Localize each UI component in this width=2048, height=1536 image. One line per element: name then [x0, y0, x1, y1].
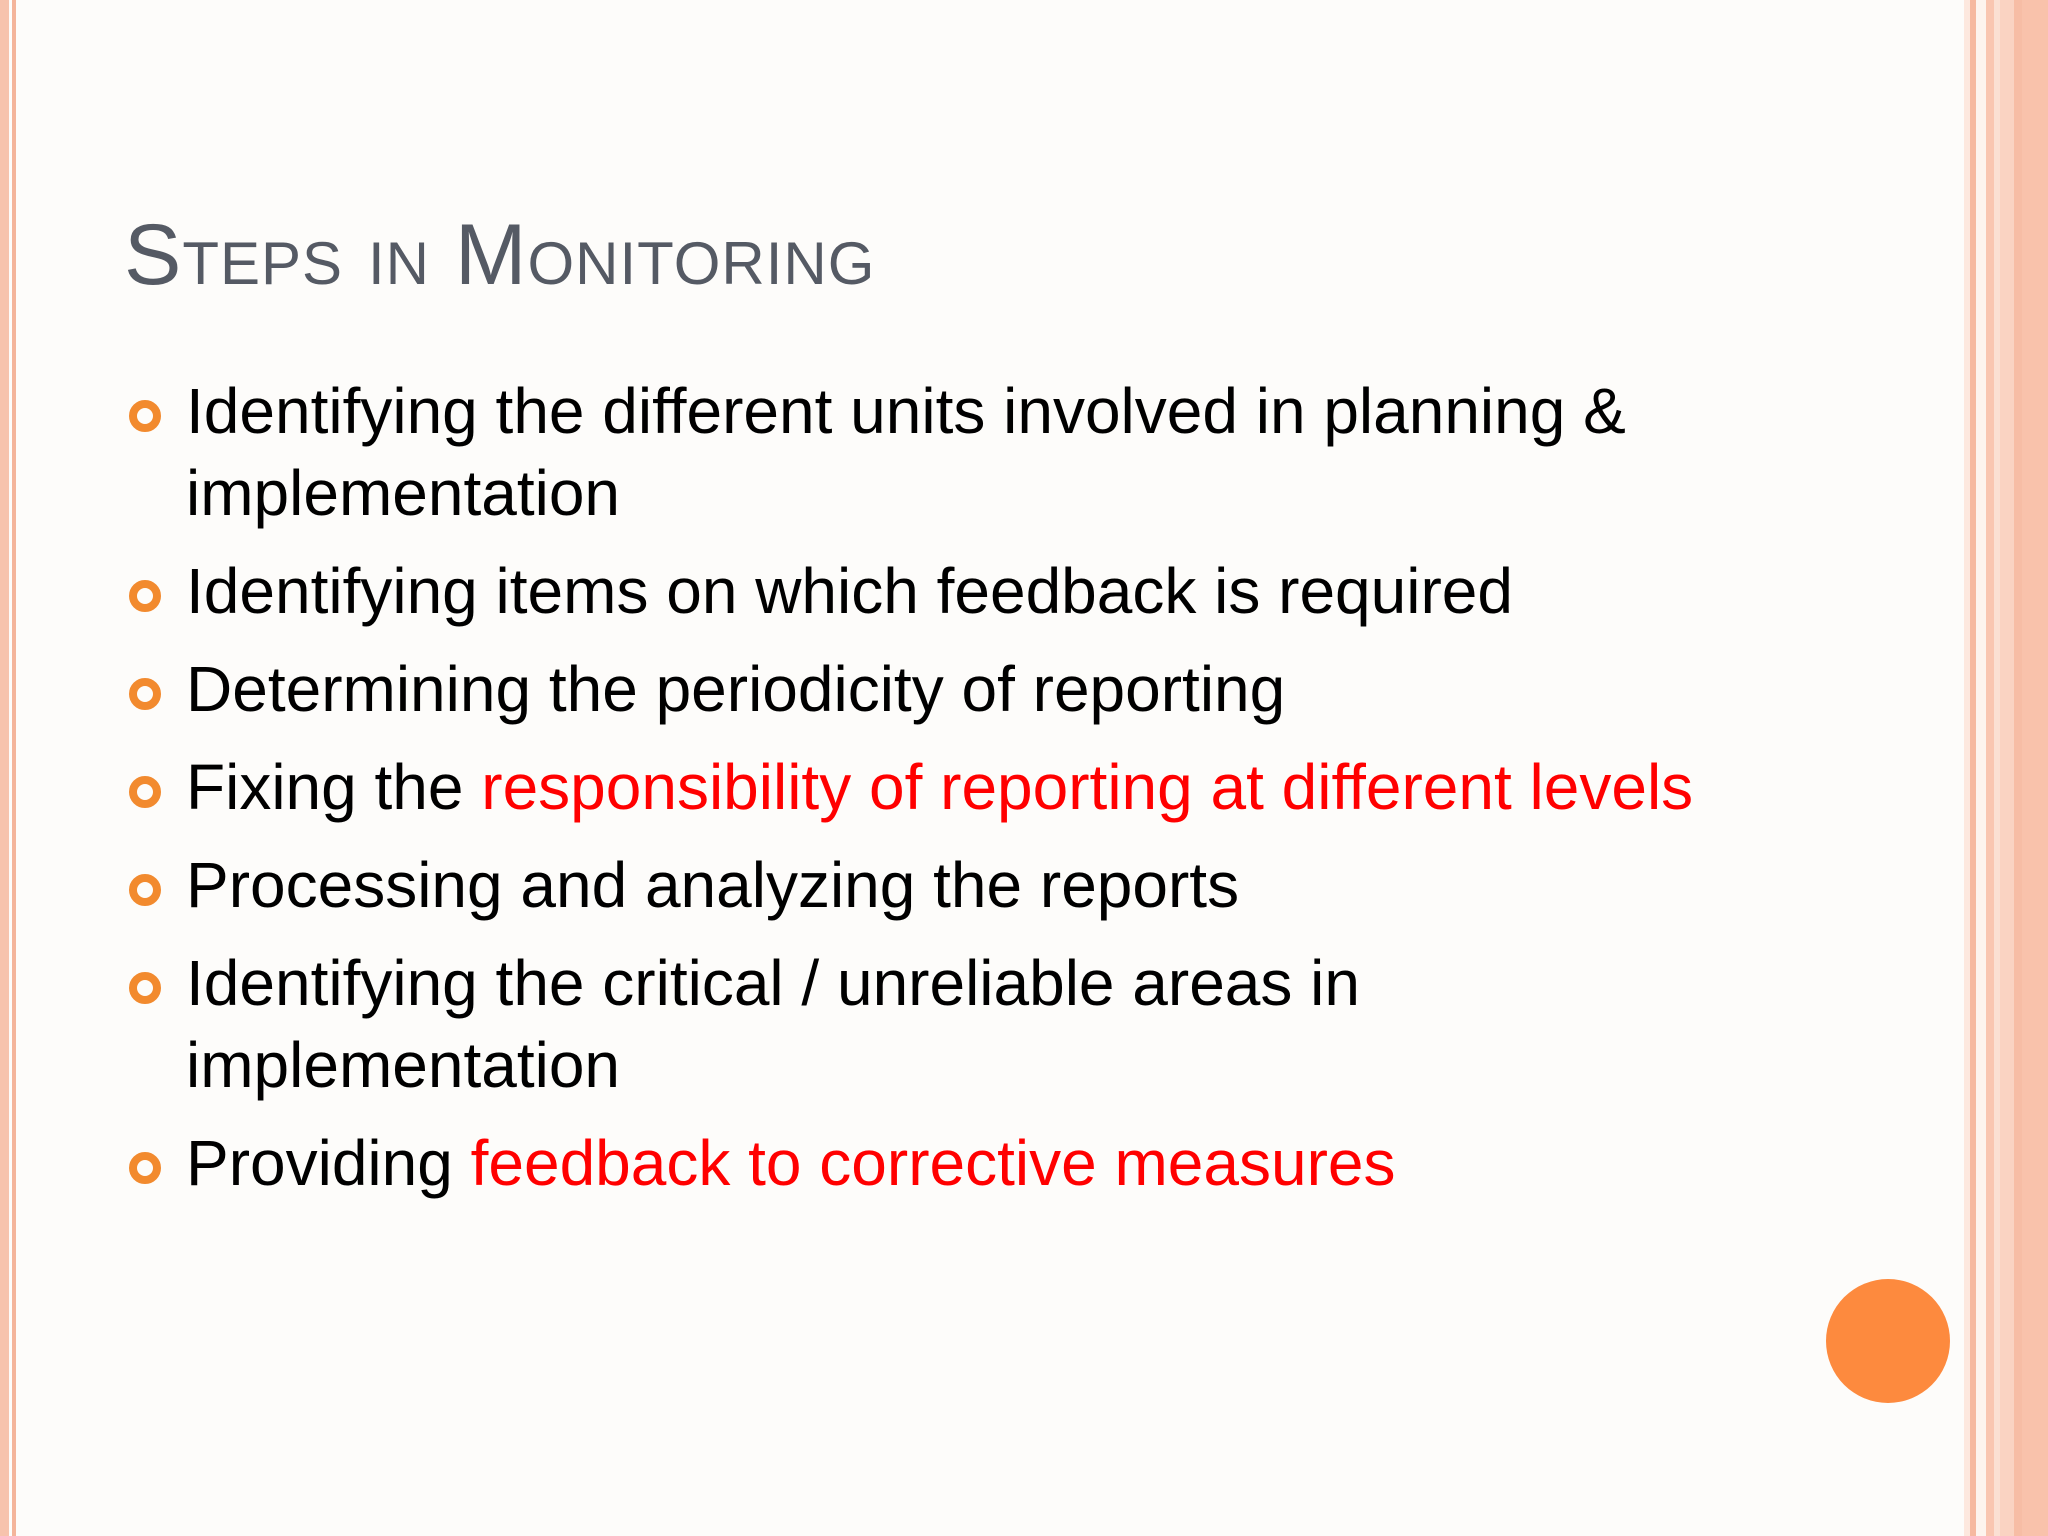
- bullet-text: Determining the periodicity of reporting: [186, 653, 1286, 725]
- bullet-text: Processing and analyzing the reports: [186, 849, 1240, 921]
- bullet-text: Identifying the critical / unreliable areas in implementation: [186, 947, 1360, 1101]
- hollow-circle-icon: [129, 972, 161, 1004]
- hollow-circle-icon: [129, 874, 161, 906]
- left-border-line-inner: [12, 0, 16, 1536]
- bullet-highlight-text: feedback to corrective measures: [470, 1127, 1396, 1199]
- list-item: [124, 648, 1774, 730]
- list-item: [124, 370, 1774, 534]
- hollow-circle-icon: [129, 580, 161, 612]
- left-border-line: [0, 0, 9, 1536]
- orange-circle-icon: [1826, 1279, 1950, 1403]
- slide-title: Steps in Monitoring: [124, 207, 876, 303]
- right-decorative-stripes: [1964, 0, 2048, 1536]
- hollow-circle-icon: [129, 678, 161, 710]
- hollow-circle-icon: [129, 776, 161, 808]
- list-item: [124, 746, 1774, 828]
- bullet-text: Identifying items on which feedback is required: [186, 555, 1513, 627]
- list-item: [124, 844, 1774, 926]
- list-item: [124, 550, 1774, 632]
- bullet-text: Providing: [186, 1127, 471, 1199]
- bullet-text: Identifying the different units involved in planning & implementation: [186, 375, 1626, 529]
- bullet-highlight-text: responsibility of reporting at different levels: [481, 751, 1694, 823]
- list-item: [124, 1122, 1774, 1204]
- bullet-list: [124, 370, 1774, 1220]
- list-item: [124, 942, 1774, 1106]
- hollow-circle-icon: [129, 400, 161, 432]
- bullet-text: Fixing the: [186, 751, 482, 823]
- hollow-circle-icon: [129, 1152, 161, 1184]
